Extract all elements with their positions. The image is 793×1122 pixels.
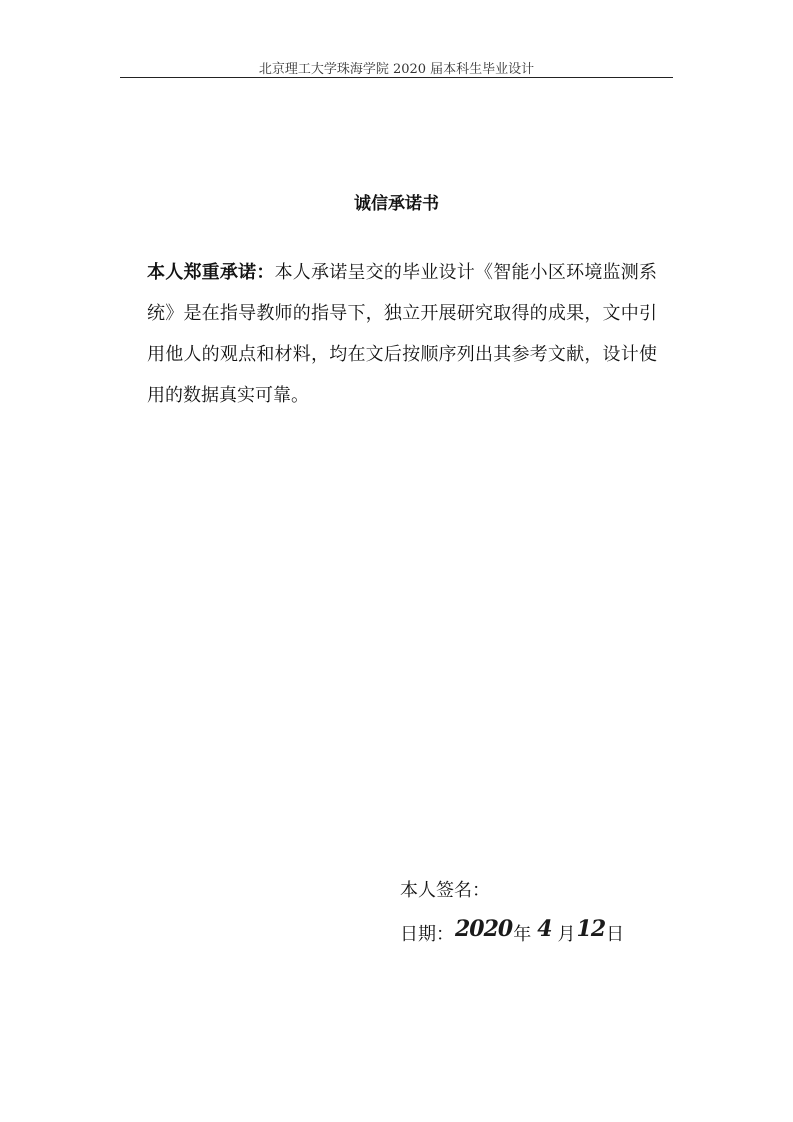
document-title: 诚信承诺书 (354, 194, 439, 214)
pledge-body: 本人承诺呈交的毕业设计《智能小区环境监测系统》是在指导教师的指导下，独立开展研究取得的成果，文中引用他人的观点和材料，均在文后按顺序列出其参考文献，设计使用的数据真实可靠。 (147, 262, 658, 406)
page-header: 北京理工大学珠海学院 2020 届本科生毕业设计 (258, 62, 535, 77)
date-label: 日期： (400, 924, 454, 945)
handwritten-year: 2020 (455, 916, 513, 942)
handwritten-month: 4 (537, 916, 552, 942)
handwritten-day: 12 (576, 916, 606, 942)
pledge-paragraph (147, 252, 657, 416)
year-unit: 年 (513, 924, 532, 945)
pledge-lead: 本人郑重承诺： (147, 262, 275, 283)
month-unit: 月 (557, 924, 576, 945)
day-unit: 日 (606, 924, 625, 945)
signature-label: 本人签名： (400, 880, 490, 901)
header-divider (120, 77, 673, 78)
signature-line (400, 876, 490, 902)
date-line (400, 916, 625, 946)
